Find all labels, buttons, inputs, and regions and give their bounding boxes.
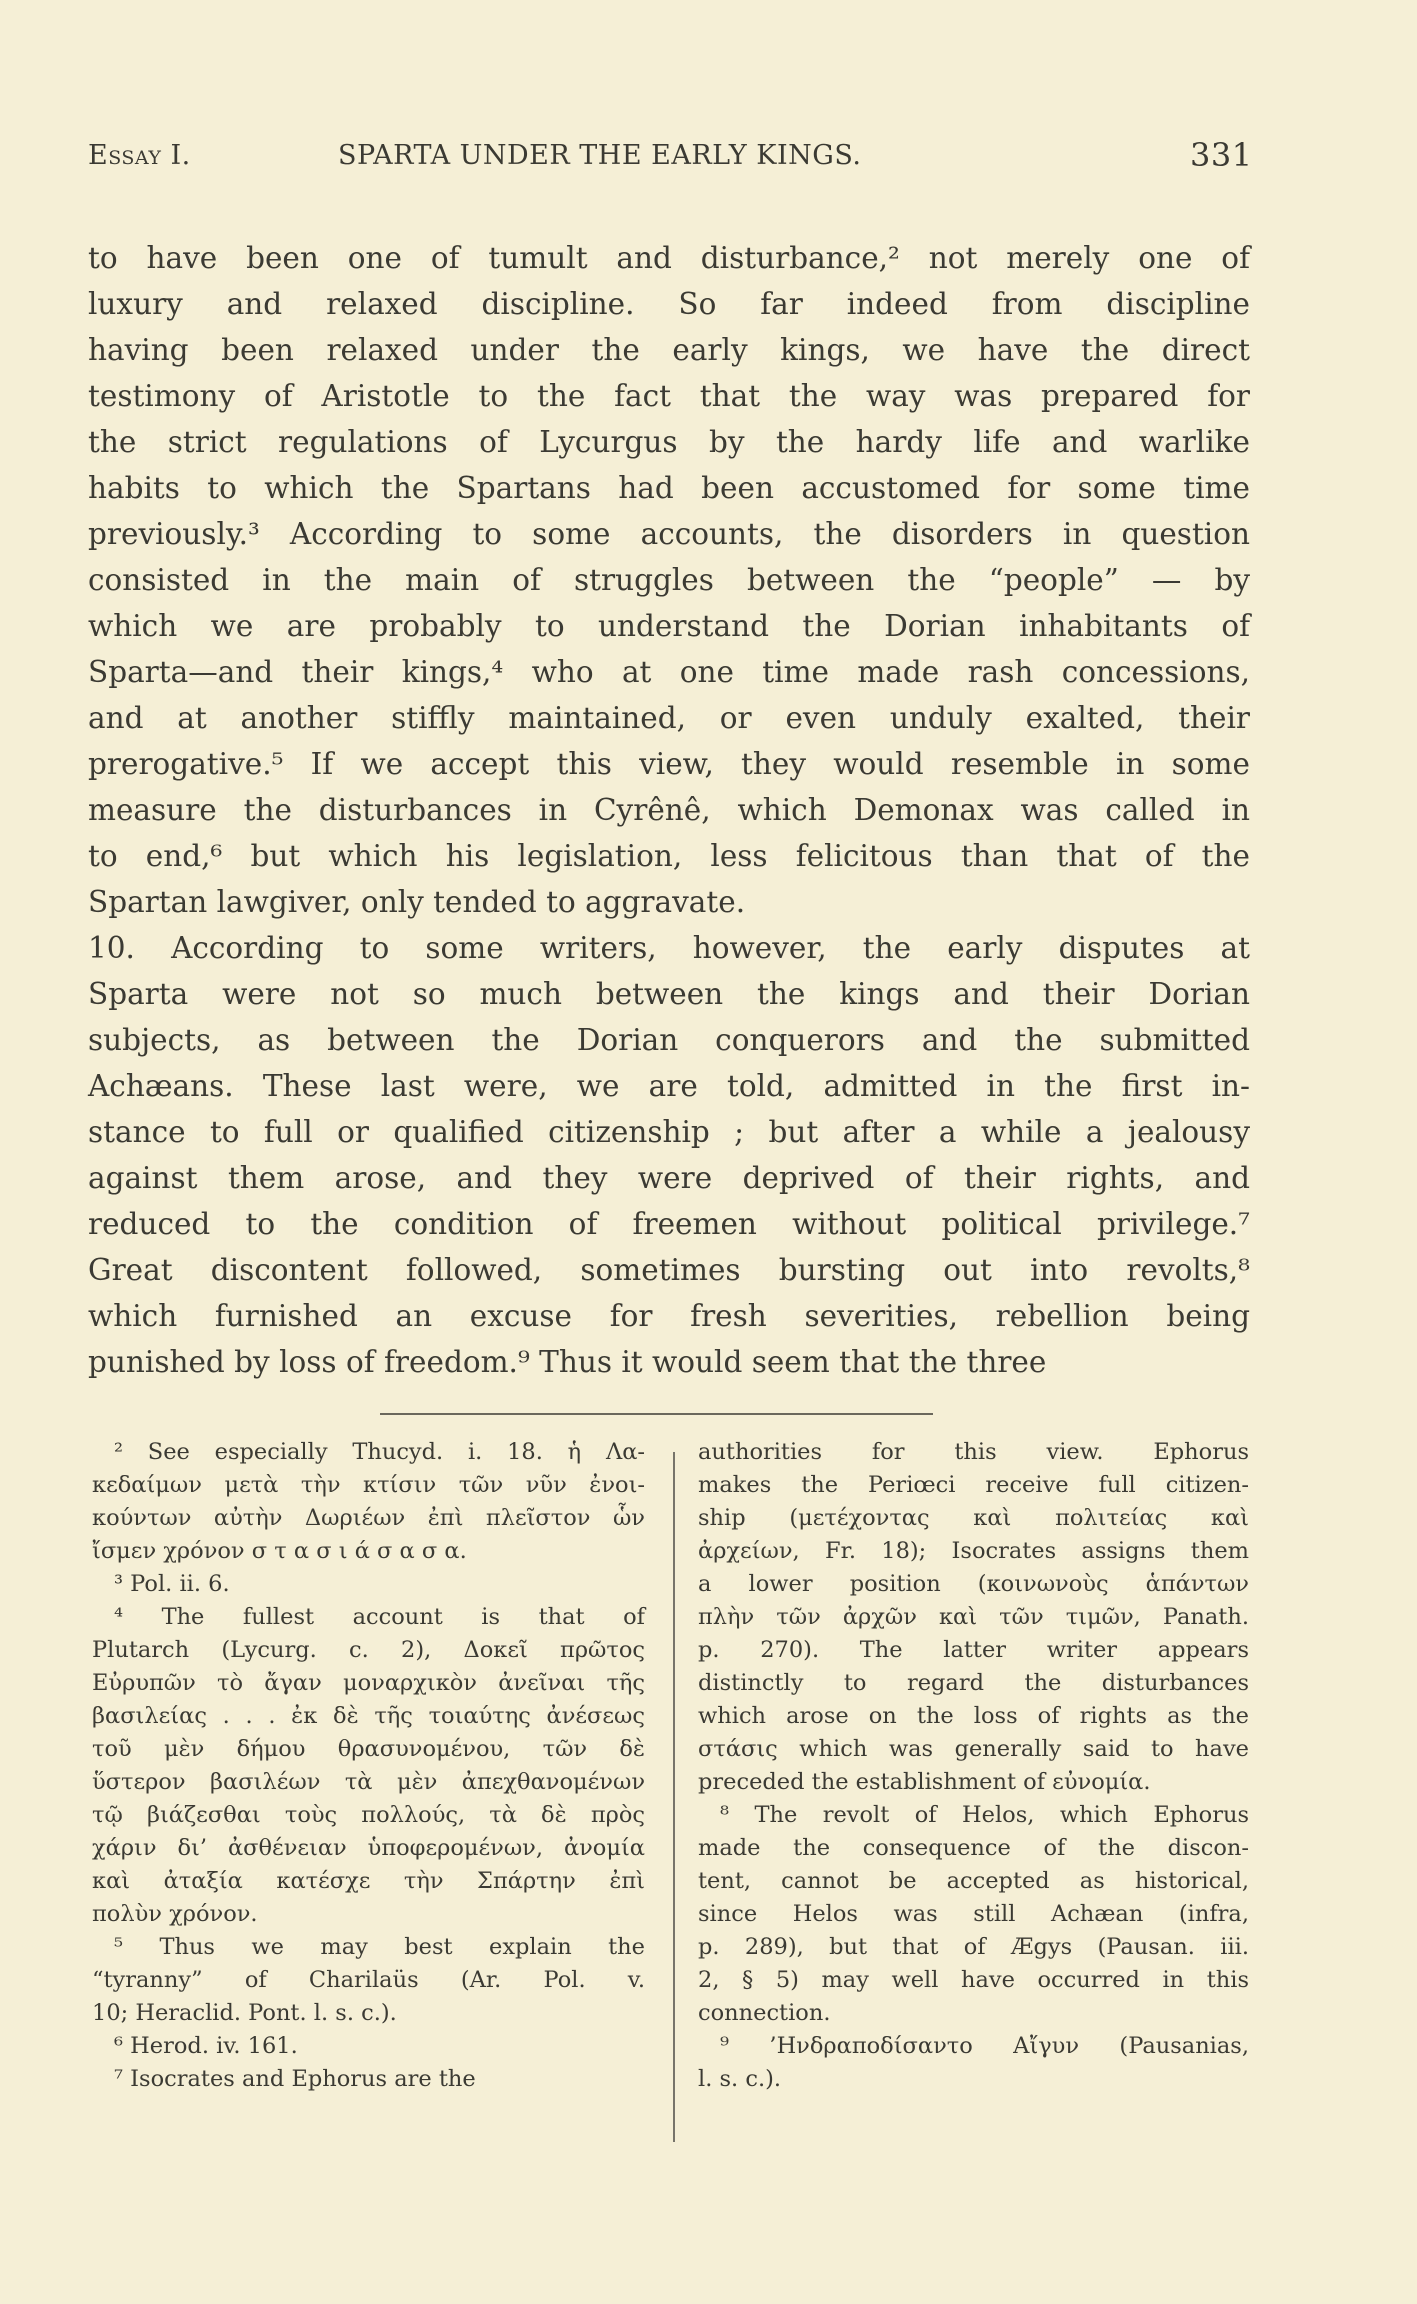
- body-line: previously.³ According to some accounts, the disorders in question: [88, 517, 1250, 551]
- body-line: habits to which the Spartans had been accustomed for some time: [88, 471, 1250, 505]
- body-line: luxury and relaxed discipline. So far indeed from discipline: [88, 287, 1250, 321]
- body-line: Sparta were not so much between the kings and their Dorian: [88, 977, 1250, 1011]
- body-line: consisted in the main of struggles between the “people” — by: [88, 563, 1250, 597]
- body-line: 10. According to some writers, however, the early disputes at: [88, 931, 1250, 965]
- footnotes-left-column: [92, 1436, 645, 2096]
- running-header-title: SPARTA UNDER THE EARLY KINGS.: [338, 140, 862, 171]
- footnotes-right-column: [698, 1436, 1249, 2096]
- body-line: which we are probably to understand the Dorian inhabitants of: [88, 609, 1250, 643]
- body-line: stance to full or qualified citizenship ; but after a while a jealousy: [88, 1115, 1250, 1149]
- footnote-line: preceded the establishment of εὐνομία.: [698, 1769, 1151, 1795]
- body-line: against them arose, and they were deprived of their rights, and: [88, 1161, 1250, 1195]
- body-line: Achæans. These last were, we are told, admitted in the first in-: [88, 1069, 1250, 1103]
- body-line: to end,⁶ but which his legislation, less felicitous than that of the: [88, 839, 1250, 873]
- body-line: the strict regulations of Lycurgus by the hardy life and warlike: [88, 425, 1250, 459]
- body-line: Spartan lawgiver, only tended to aggravate.: [88, 885, 746, 919]
- footnote-line: authorities for this view. Ephorus: [698, 1439, 1249, 1465]
- footnote-line: ἀρχείων, Fr. 18); Isocrates assigns them: [698, 1538, 1249, 1564]
- footnote-line: ⁸ The revolt of Helos, which Ephorus: [720, 1802, 1249, 1828]
- footnote-line: ⁷ Isocrates and Ephorus are the: [114, 2066, 476, 2092]
- body-line: testimony of Aristotle to the fact that the way was prepared for: [88, 379, 1250, 413]
- body-line: subjects, as between the Dorian conquerors and the submitted: [88, 1023, 1250, 1057]
- body-line: which furnished an excuse for fresh severities, rebellion being: [88, 1299, 1250, 1333]
- footnote-line: ² See especially Thucyd. i. 18. ἡ Λα-: [114, 1439, 645, 1465]
- footnote-line: τῷ βιάζεσθαι τοὺς πολλούς, τὰ δὲ πρὸς: [92, 1802, 645, 1828]
- body-text: [88, 235, 1250, 1385]
- footnote-line: χάριν δι’ ἀσθένειαν ὑποφερομένων, ἀνομία: [92, 1835, 645, 1861]
- footnote-line: “tyranny” of Charilaüs (Ar. Pol. v.: [92, 1967, 645, 1993]
- body-line: punished by loss of freedom.⁹ Thus it would seem that the three: [88, 1345, 1047, 1379]
- running-header-essay: Essay I.: [88, 140, 191, 171]
- footnote-line: πλὴν τῶν ἀρχῶν καὶ τῶν τιμῶν, Panath.: [698, 1604, 1249, 1630]
- footnote-line: tent, cannot be accepted as historical,: [698, 1868, 1249, 1894]
- footnote-line: p. 289), but that of Ægys (Pausan. iii.: [698, 1934, 1249, 1960]
- footnote-line: κούντων αὐτὴν Δωριέων ἐπὶ πλεῖστον ὧν: [92, 1505, 645, 1531]
- body-line: measure the disturbances in Cyrênê, which Demonax was called in: [88, 793, 1250, 827]
- footnote-line: ὕστερον βασιλέων τὰ μὲν ἀπεχθανομένων: [92, 1769, 645, 1795]
- footnote-line: p. 270). The latter writer appears: [698, 1637, 1249, 1663]
- body-line: Sparta—and their kings,⁴ who at one time made rash concessions,: [88, 655, 1250, 689]
- footnote-line: l. s. c.).: [698, 2066, 782, 2092]
- footnote-line: βασιλείας . . . ἐκ δὲ τῆς τοιαύτης ἀνέσεως: [92, 1703, 645, 1729]
- footnote-line: a lower position (κοινωνοὺς ἁπάντων: [698, 1571, 1249, 1597]
- footnote-line: ship (μετέχοντας καὶ πολιτείας καὶ: [698, 1505, 1249, 1531]
- footnote-line: κεδαίμων μετὰ τὴν κτίσιν τῶν νῦν ἐνοι-: [92, 1472, 645, 1498]
- footnote-line: which arose on the loss of rights as the: [698, 1703, 1249, 1729]
- footnote-line: στάσις which was generally said to have: [698, 1736, 1249, 1762]
- body-line: and at another stiffly maintained, or even unduly exalted, their: [88, 701, 1250, 735]
- footnote-line: 2, § 5) may well have occurred in this: [698, 1967, 1249, 1993]
- footnote-line: ⁹ ’Ηνδραποδίσαντο Αἴγυν (Pausanias,: [720, 2033, 1249, 2059]
- footnote-line: ⁴ The fullest account is that of: [114, 1604, 645, 1630]
- footnote-line: πολὺν χρόνον.: [92, 1901, 258, 1927]
- footnote-line: ³ Pol. ii. 6.: [114, 1571, 230, 1597]
- page-number: 331: [1190, 136, 1253, 174]
- footnote-line: makes the Periœci receive full citizen-: [698, 1472, 1249, 1498]
- footnote-rule: [380, 1413, 933, 1415]
- footnote-line: connection.: [698, 2000, 831, 2026]
- footnote-line: distinctly to regard the disturbances: [698, 1670, 1249, 1696]
- footnote-line: τοῦ μὲν δήμου θρασυνομένου, τῶν δὲ: [92, 1736, 645, 1762]
- body-line: prerogative.⁵ If we accept this view, they would resemble in some: [88, 747, 1250, 781]
- footnote-line: Plutarch (Lycurg. c. 2), Δοκεῖ πρῶτος: [92, 1637, 645, 1663]
- body-line: reduced to the condition of freemen without political privilege.⁷: [88, 1207, 1250, 1241]
- footnote-column-divider: [673, 1452, 675, 2142]
- body-line: Great discontent followed, sometimes bursting out into revolts,⁸: [88, 1253, 1250, 1287]
- footnote-line: ⁵ Thus we may best explain the: [114, 1934, 645, 1960]
- footnote-line: καὶ ἀταξία κατέσχε τὴν Σπάρτην ἐπὶ: [92, 1868, 645, 1894]
- footnote-line: since Helos was still Achæan (infra,: [698, 1901, 1249, 1927]
- body-line: having been relaxed under the early kings, we have the direct: [88, 333, 1250, 367]
- body-line: to have been one of tumult and disturbance,² not merely one of: [88, 241, 1250, 275]
- footnote-line: 10; Heraclid. Pont. l. s. c.).: [92, 2000, 397, 2026]
- footnote-line: made the consequence of the discon-: [698, 1835, 1249, 1861]
- footnote-line: ⁶ Herod. iv. 161.: [114, 2033, 298, 2059]
- footnote-line: ἴσμεν χρόνον σ τ α σ ι ά σ α σ α.: [92, 1538, 467, 1564]
- footnote-line: Εὐρυπῶν τὸ ἄγαν μοναρχικὸν ἀνεῖναι τῆς: [92, 1670, 645, 1696]
